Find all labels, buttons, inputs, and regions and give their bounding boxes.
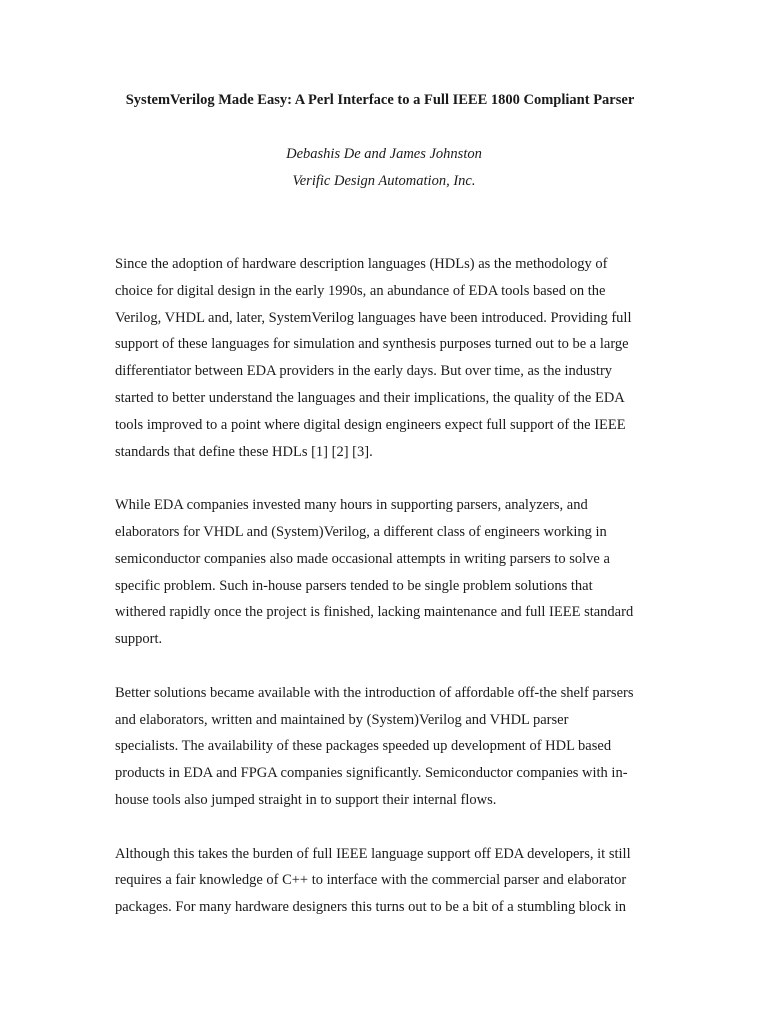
paragraph-3 — [115, 680, 675, 814]
paragraph-line: specialists. The availability of these packages speeded up development of HDL based — [115, 738, 612, 755]
paragraph-line: elaborators for VHDL and (System)Verilog, a different class of engineers working in — [115, 523, 607, 540]
paper-affiliation: Verific Design Automation, Inc. — [292, 173, 476, 189]
paragraph-4 — [115, 841, 675, 921]
paragraph-line: differentiator between EDA providers in the early days. But over time, as the industry — [115, 363, 613, 380]
paragraph-line: specific problem. Such in-house parsers tended to be single problem solutions that — [115, 577, 593, 594]
paragraph-line: house tools also jumped straight in to support their internal flows. — [115, 791, 497, 808]
paragraph-line: semiconductor companies also made occasional attempts in writing parsers to solve a — [115, 550, 610, 567]
paragraph-line: Although this takes the burden of full IEEE language support off EDA developers, it still — [115, 845, 631, 862]
paragraph-line: products in EDA and FPGA companies significantly. Semiconductor companies with in- — [115, 765, 628, 782]
paragraph-2 — [115, 492, 675, 653]
paragraph-line: requires a fair knowledge of C++ to interface with the commercial parser and elaborator — [115, 872, 627, 889]
paragraph-line: started to better understand the languages and their implications, the quality of the EDA — [115, 389, 625, 406]
paragraph-line: and elaborators, written and maintained by (System)Verilog and VHDL parser — [115, 711, 569, 728]
paragraph-line: While EDA companies invested many hours in supporting parsers, analyzers, and — [115, 497, 588, 514]
paragraph-line: Better solutions became available with the introduction of affordable off-the shelf parsers — [115, 684, 634, 701]
paragraph-1 — [115, 251, 675, 465]
paragraph-line: standards that define these HDLs [1] [2] [3]. — [115, 443, 373, 460]
paper-authors: Debashis De and James Johnston — [286, 146, 482, 162]
paragraph-line: tools improved to a point where digital design engineers expect full support of the IEEE — [115, 416, 626, 433]
paragraph-line: choice for digital design in the early 1990s, an abundance of EDA tools based on the — [115, 282, 606, 299]
paragraph-line: Since the adoption of hardware description languages (HDLs) as the methodology of — [115, 256, 608, 272]
paragraph-line: Verilog, VHDL and, later, SystemVerilog languages have been introduced. Providing full — [115, 309, 632, 326]
paragraph-line: packages. For many hardware designers this turns out to be a bit of a stumbling block in — [115, 899, 627, 916]
paragraph-line: support of these languages for simulation and synthesis purposes turned out to be a large — [115, 336, 629, 353]
paragraph-line: support. — [115, 631, 163, 648]
paper-title: SystemVerilog Made Easy: A Perl Interface to a Full IEEE 1800 Compliant Parser — [125, 92, 635, 108]
paragraph-line: withered rapidly once the project is finished, lacking maintenance and full IEEE standard — [115, 604, 634, 621]
body-text — [115, 251, 675, 948]
